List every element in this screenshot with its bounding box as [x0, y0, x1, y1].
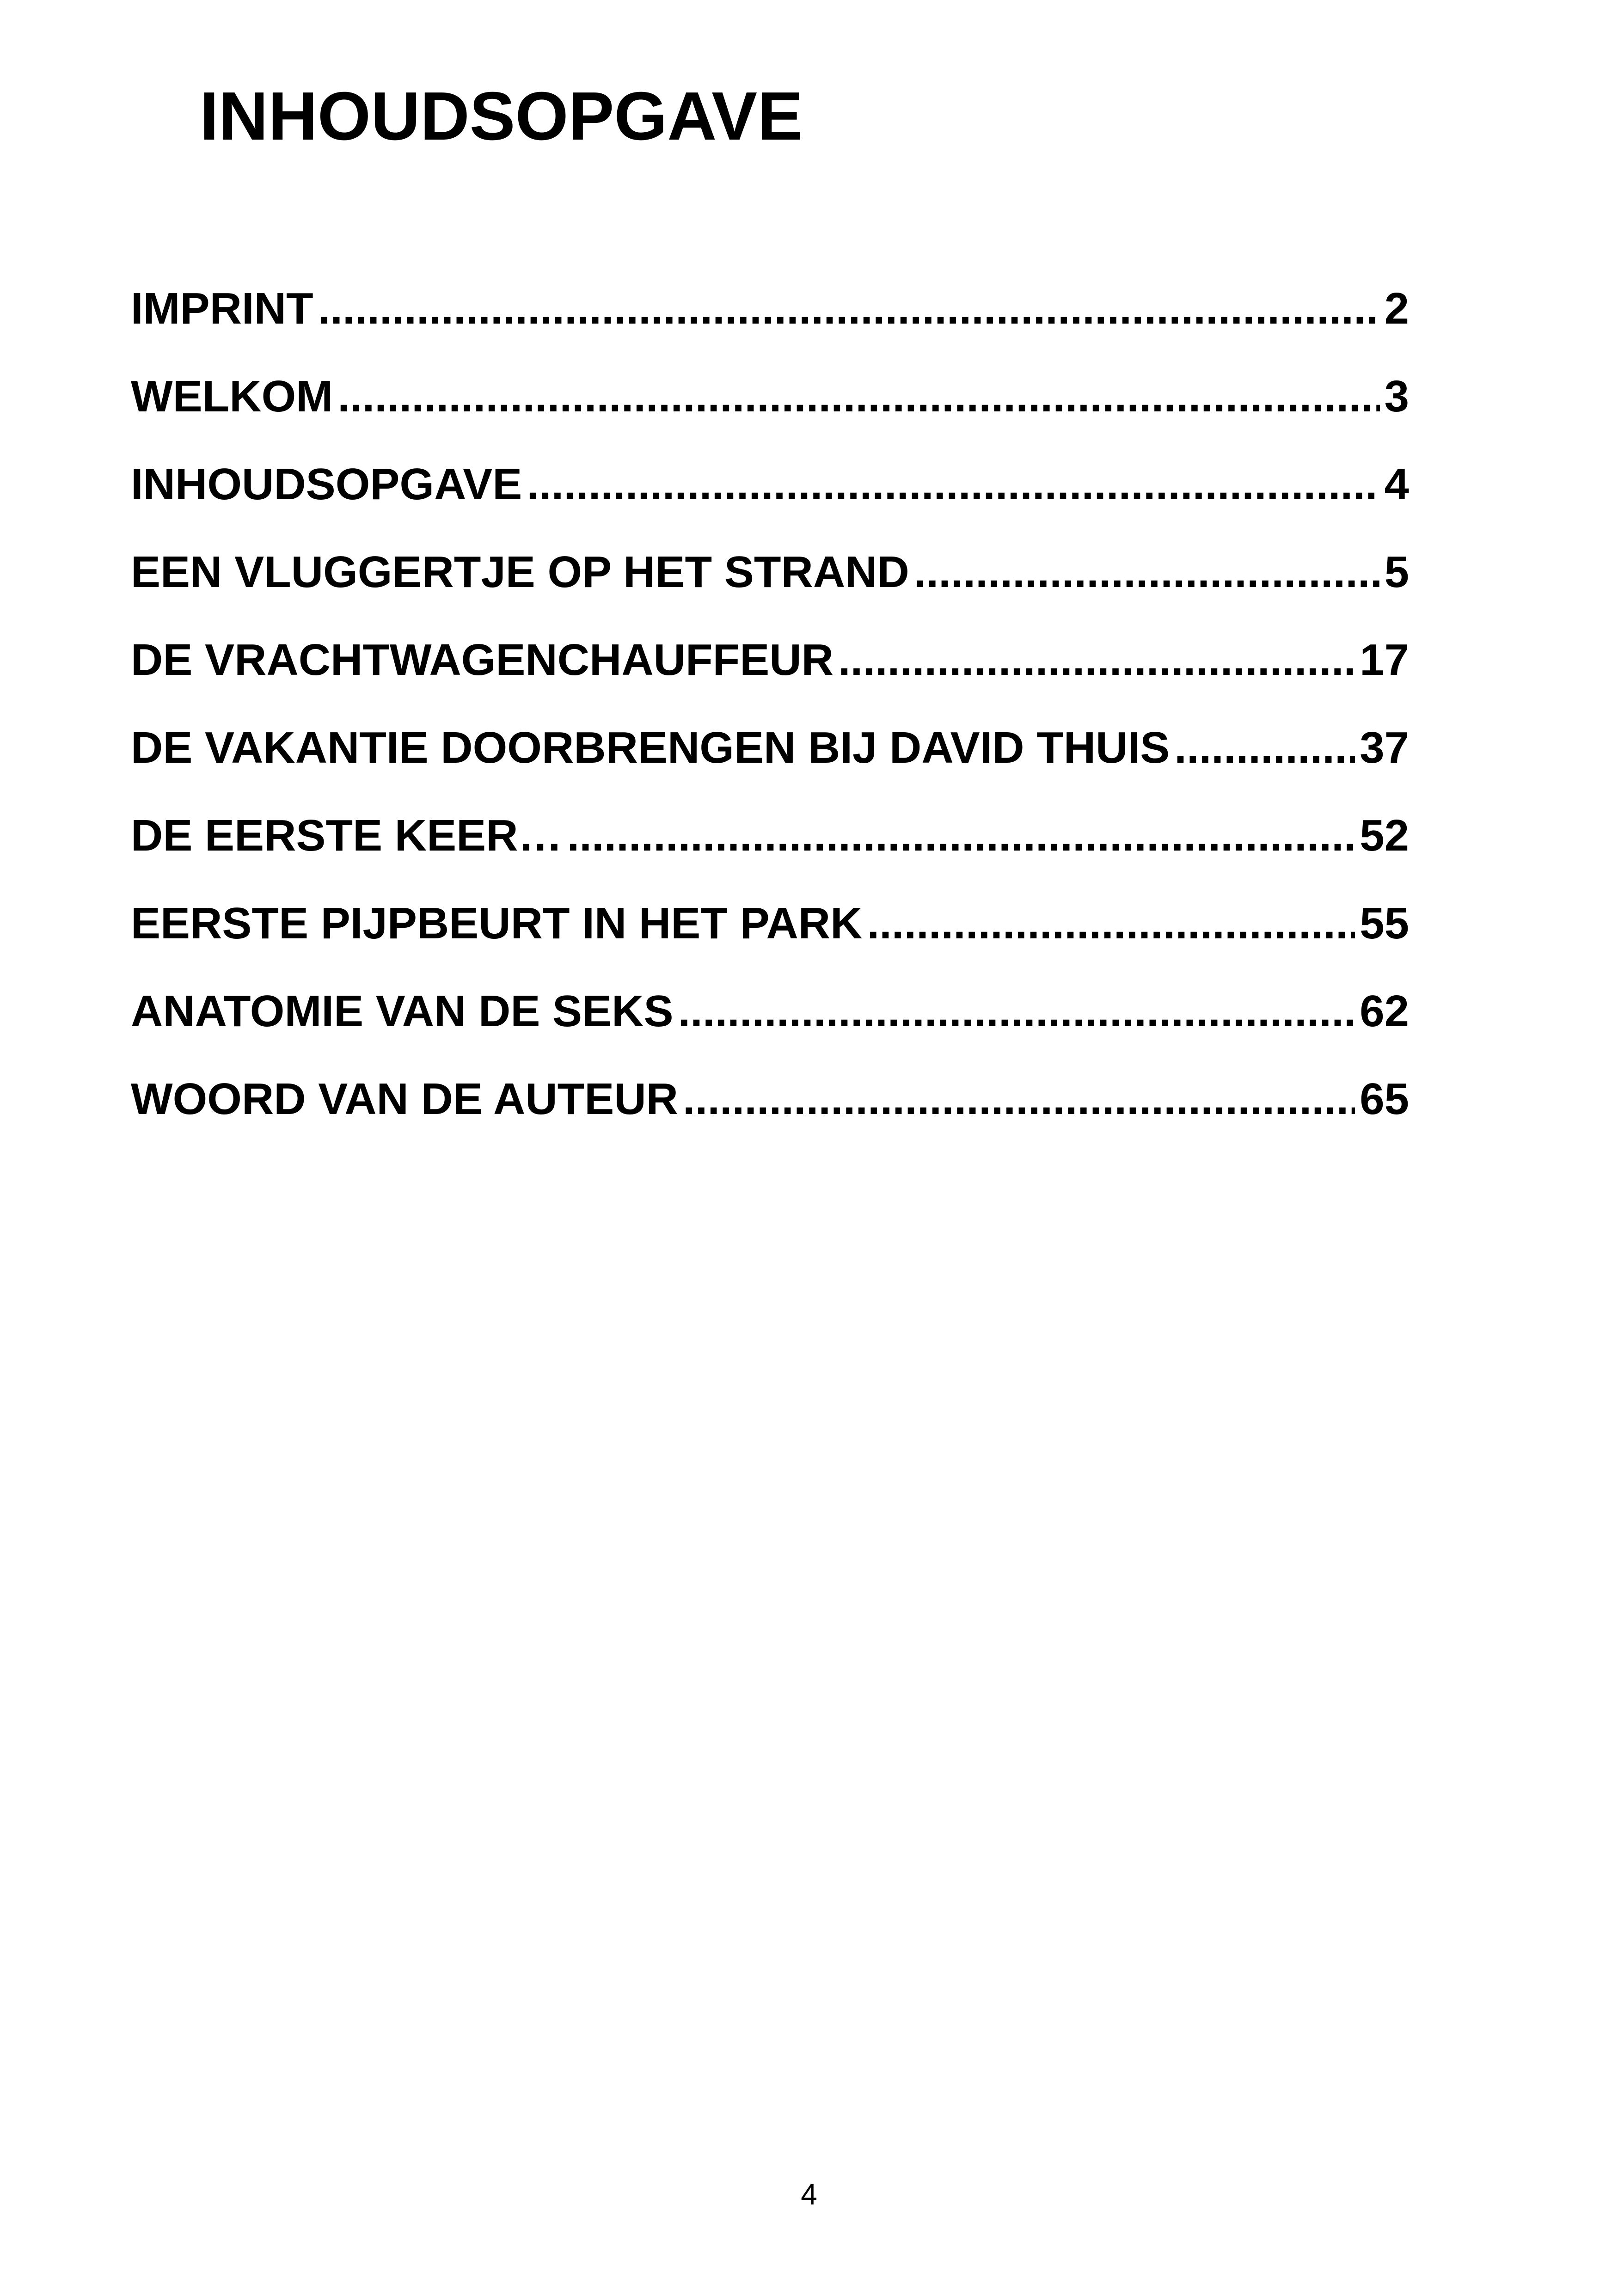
toc-entry-label: DE VAKANTIE DOORBRENGEN BIJ DAVID THUIS: [131, 726, 1170, 772]
toc-entry-label: WELKOM: [131, 374, 333, 421]
toc-dot-leader: [914, 550, 1380, 594]
toc-dot-leader: [838, 638, 1355, 682]
toc-dot-leader: [683, 1077, 1355, 1121]
toc-entry-page: 3: [1384, 374, 1409, 421]
toc-entry-label: WOORD VAN DE AUTEUR: [131, 1077, 678, 1124]
toc-entry-label: EERSTE PIJPBEURT IN HET PARK: [131, 901, 863, 948]
toc-entry-label: IMPRINT: [131, 287, 313, 333]
toc-entry-page: 5: [1384, 550, 1409, 597]
toc-entry[interactable]: [131, 989, 1409, 1077]
toc-entry[interactable]: [131, 374, 1409, 462]
toc-entry-page: 37: [1360, 726, 1409, 772]
toc-entry-page: 55: [1360, 901, 1409, 948]
toc-dot-leader: [678, 989, 1355, 1034]
toc-entry-label: DE VRACHTWAGENCHAUFFEUR: [131, 638, 834, 685]
toc-entry-page: 17: [1360, 638, 1409, 685]
toc-entry[interactable]: [131, 726, 1409, 814]
toc-dot-leader: [567, 814, 1355, 858]
toc-entry-label: ANATOMIE VAN DE SEKS: [131, 989, 674, 1036]
toc-entry[interactable]: [131, 462, 1409, 550]
toc-entry-page: 62: [1360, 989, 1409, 1036]
toc-entry[interactable]: [131, 901, 1409, 989]
toc-dot-leader: [1174, 726, 1355, 770]
page-title: INHOUDSOPGAVE: [200, 78, 803, 154]
page-number: 4: [801, 2178, 817, 2211]
toc-entry-label: DE EERSTE KEER…: [131, 814, 563, 860]
toc-entry[interactable]: [131, 814, 1409, 901]
toc-entry[interactable]: [131, 1077, 1409, 1165]
toc-entry[interactable]: [131, 638, 1409, 726]
toc-dot-leader: [337, 374, 1379, 419]
toc-dot-leader: [527, 462, 1379, 507]
toc-dot-leader: [867, 901, 1355, 946]
toc-entry[interactable]: [131, 287, 1409, 374]
toc-entry-page: 4: [1384, 462, 1409, 509]
toc-dot-leader: [318, 287, 1380, 331]
toc-entry-label: EEN VLUGGERTJE OP HET STRAND: [131, 550, 909, 597]
toc-entry-page: 2: [1384, 287, 1409, 333]
toc-entry-page: 52: [1360, 814, 1409, 860]
toc-entry-label: INHOUDSOPGAVE: [131, 462, 522, 509]
toc-entry[interactable]: [131, 550, 1409, 638]
toc-entry-page: 65: [1360, 1077, 1409, 1124]
table-of-contents: [131, 287, 1409, 1165]
